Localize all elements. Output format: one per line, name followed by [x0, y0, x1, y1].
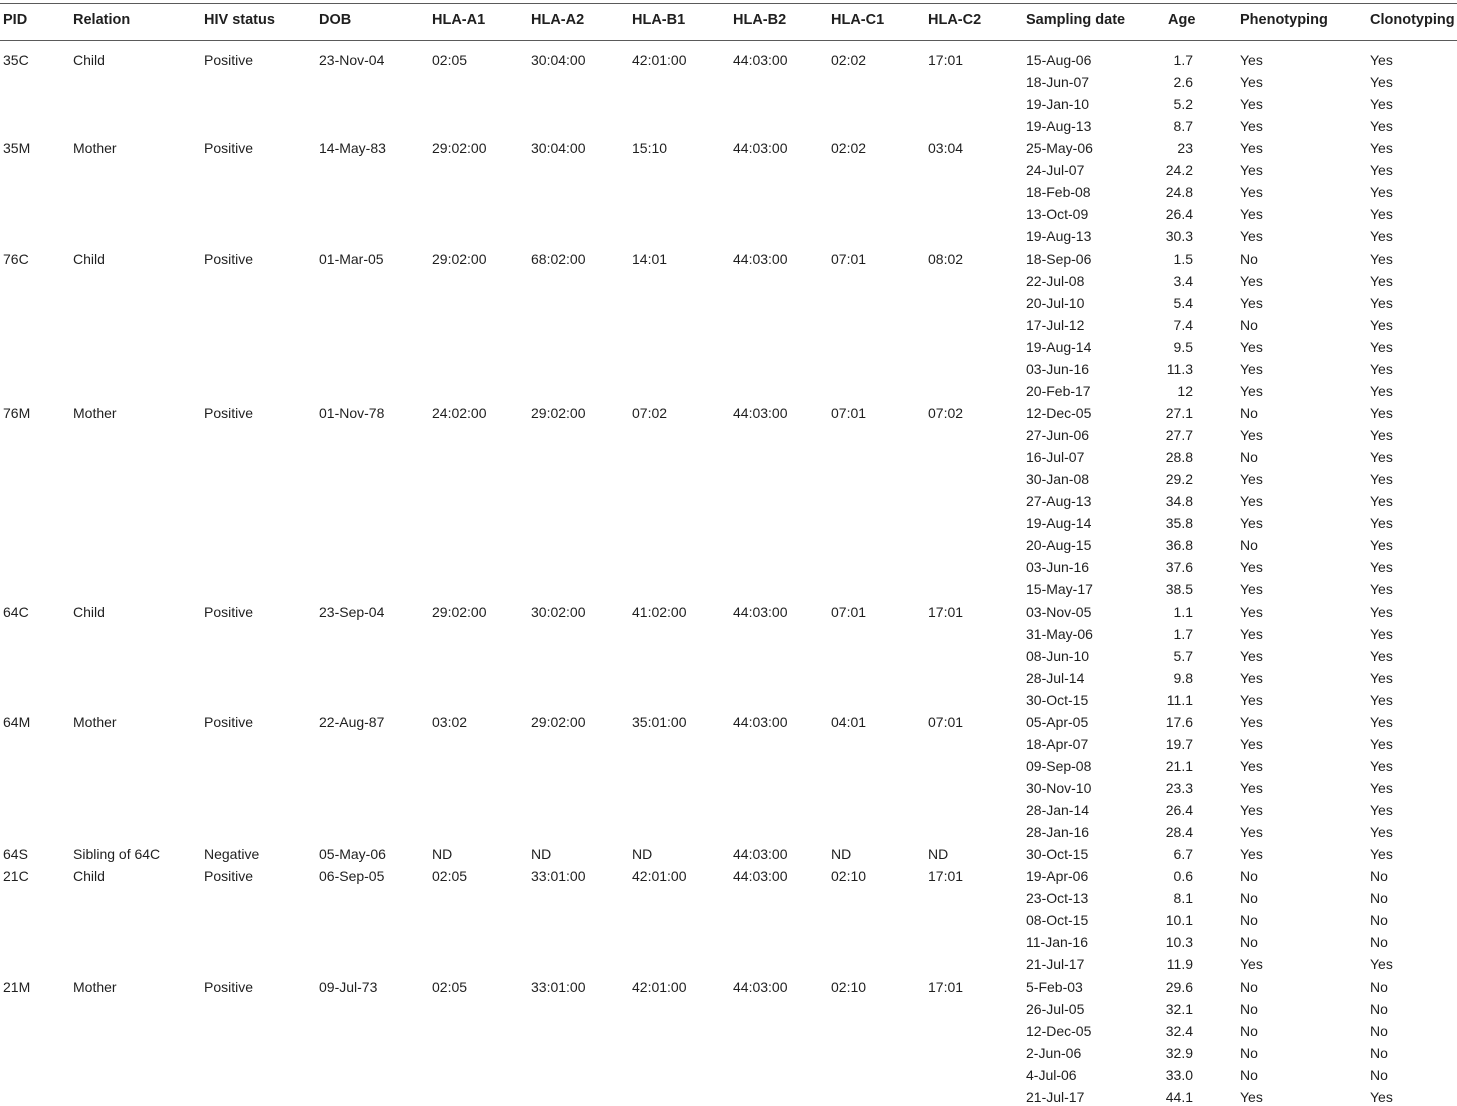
- cell-hla-a2: 30:04:00: [531, 140, 586, 157]
- cell-phenotyping: Yes: [1240, 427, 1263, 444]
- cell-clonotyping: No: [1370, 890, 1388, 907]
- cell-sampling-date: 30-Oct-15: [1026, 846, 1089, 863]
- cell-age: 9.5: [1173, 338, 1193, 355]
- cell-hla-c2: 17:01: [928, 978, 964, 995]
- cell-phenotyping: Yes: [1240, 802, 1263, 819]
- cell-phenotyping: Yes: [1240, 515, 1263, 532]
- cell-clonotyping: No: [1370, 1022, 1388, 1039]
- cell-sampling-date: 15-May-17: [1026, 581, 1093, 598]
- cell-hla-c2: 08:02: [928, 250, 964, 267]
- cell-phenotyping: Yes: [1240, 735, 1263, 752]
- header-hla-b2: HLA-B2: [733, 12, 787, 28]
- cell-clonotyping: Yes: [1370, 846, 1393, 863]
- header-bottom-rule: [0, 40, 1457, 41]
- cell-age: 26.4: [1165, 802, 1193, 819]
- cell-clonotyping: Yes: [1370, 382, 1393, 399]
- cell-hiv-status: Positive: [204, 868, 254, 885]
- cell-sampling-date: 19-Aug-14: [1026, 338, 1092, 355]
- cell-age: 32.1: [1165, 1000, 1193, 1017]
- cell-phenotyping: Yes: [1240, 625, 1263, 642]
- cell-dob: 01-Mar-05: [319, 250, 384, 267]
- cell-age: 33.0: [1165, 1066, 1193, 1083]
- cell-sampling-date: 19-Jan-10: [1026, 96, 1090, 113]
- cell-phenotyping: Yes: [1240, 1088, 1263, 1105]
- cell-age: 26.4: [1165, 206, 1193, 223]
- cell-sampling-date: 19-Aug-14: [1026, 515, 1092, 532]
- cell-phenotyping: No: [1240, 250, 1258, 267]
- cell-hla-b1: 41:02:00: [632, 603, 687, 620]
- cell-clonotyping: Yes: [1370, 294, 1393, 311]
- cell-phenotyping: Yes: [1240, 74, 1263, 91]
- cell-clonotyping: Yes: [1370, 669, 1393, 686]
- cell-phenotyping: Yes: [1240, 272, 1263, 289]
- cell-age: 9.8: [1173, 669, 1193, 686]
- cell-phenotyping: Yes: [1240, 228, 1263, 245]
- cell-phenotyping: No: [1240, 868, 1258, 885]
- cell-hla-c1: 02:10: [831, 868, 867, 885]
- cell-clonotyping: Yes: [1370, 515, 1393, 532]
- cell-clonotyping: Yes: [1370, 713, 1393, 730]
- header-sampling-date: Sampling date: [1026, 12, 1126, 28]
- cell-phenotyping: Yes: [1240, 493, 1263, 510]
- cell-phenotyping: Yes: [1240, 338, 1263, 355]
- cell-sampling-date: 18-Feb-08: [1026, 184, 1091, 201]
- cell-clonotyping: Yes: [1370, 1088, 1393, 1105]
- cell-relation: Child: [73, 868, 105, 885]
- cell-sampling-date: 08-Jun-10: [1026, 647, 1090, 664]
- cell-relation: Mother: [73, 713, 117, 730]
- cell-hla-b2: 44:03:00: [733, 713, 788, 730]
- cell-hla-c1: 02:10: [831, 978, 867, 995]
- cell-clonotyping: Yes: [1370, 559, 1393, 576]
- cell-clonotyping: Yes: [1370, 493, 1393, 510]
- cell-pid: 76M: [3, 404, 31, 421]
- cell-sampling-date: 05-Apr-05: [1026, 713, 1089, 730]
- cell-relation: Child: [73, 250, 105, 267]
- header-hla-a1: HLA-A1: [432, 12, 486, 28]
- header-phenotyping: Phenotyping: [1240, 12, 1328, 28]
- cell-hla-c1: 07:01: [831, 404, 867, 421]
- cell-hla-b2: 44:03:00: [733, 140, 788, 157]
- cell-clonotyping: Yes: [1370, 735, 1393, 752]
- cell-clonotyping: No: [1370, 1000, 1388, 1017]
- cell-age: 11.3: [1166, 360, 1193, 377]
- cell-age: 12: [1177, 382, 1193, 399]
- cell-clonotyping: Yes: [1370, 272, 1393, 289]
- cell-dob: 06-Sep-05: [319, 868, 385, 885]
- cell-hla-c2: 17:01: [928, 603, 964, 620]
- cell-clonotyping: Yes: [1370, 74, 1393, 91]
- cell-phenotyping: Yes: [1240, 779, 1263, 796]
- cell-phenotyping: No: [1240, 1044, 1258, 1061]
- cell-age: 27.1: [1165, 404, 1193, 421]
- cell-sampling-date: 24-Jul-07: [1026, 162, 1085, 179]
- cell-sampling-date: 4-Jul-06: [1026, 1066, 1077, 1083]
- cell-phenotyping: Yes: [1240, 603, 1263, 620]
- cell-phenotyping: No: [1240, 1066, 1258, 1083]
- cell-sampling-date: 21-Jul-17: [1026, 956, 1085, 973]
- cell-age: 19.7: [1165, 735, 1193, 752]
- cell-clonotyping: Yes: [1370, 118, 1393, 135]
- cell-clonotyping: Yes: [1370, 316, 1393, 333]
- header-dob: DOB: [319, 12, 352, 28]
- cell-hla-b1: 42:01:00: [632, 868, 687, 885]
- cell-hla-c1: 02:02: [831, 52, 867, 68]
- cell-hla-c2: 17:01: [928, 868, 964, 885]
- header-hla-b1: HLA-B1: [632, 12, 686, 28]
- cell-age: 27.7: [1165, 427, 1193, 444]
- cell-age: 10.3: [1165, 934, 1193, 951]
- cell-hiv-status: Negative: [204, 846, 260, 863]
- header-hla-c2: HLA-C2: [928, 12, 982, 28]
- cell-hiv-status: Positive: [204, 978, 254, 995]
- cell-pid: 64C: [3, 603, 29, 620]
- cell-age: 1.7: [1173, 52, 1193, 68]
- cell-age: 24.2: [1165, 162, 1193, 179]
- cell-hla-b1: 15:10: [632, 140, 668, 157]
- cell-clonotyping: No: [1370, 978, 1388, 995]
- cell-clonotyping: Yes: [1370, 360, 1393, 377]
- cell-hla-a1: 29:02:00: [432, 603, 487, 620]
- cell-hla-a1: 02:05: [432, 868, 468, 885]
- cell-phenotyping: Yes: [1240, 382, 1263, 399]
- cell-dob: 14-May-83: [319, 140, 386, 157]
- cell-hla-a2: 30:04:00: [531, 52, 586, 68]
- cell-pid: 21C: [3, 868, 29, 885]
- cell-clonotyping: Yes: [1370, 228, 1393, 245]
- cell-sampling-date: 08-Oct-15: [1026, 912, 1089, 929]
- cell-phenotyping: Yes: [1240, 846, 1263, 863]
- cell-phenotyping: Yes: [1240, 713, 1263, 730]
- cell-age: 28.4: [1165, 824, 1193, 841]
- cell-hla-a2: 33:01:00: [531, 978, 586, 995]
- cell-age: 44.1: [1165, 1088, 1193, 1105]
- cell-sampling-date: 30-Jan-08: [1026, 471, 1090, 488]
- cell-phenotyping: No: [1240, 316, 1258, 333]
- cell-age: 29.2: [1165, 471, 1193, 488]
- cell-sampling-date: 17-Jul-12: [1026, 316, 1085, 333]
- cell-phenotyping: Yes: [1240, 757, 1263, 774]
- cell-hla-a2: 68:02:00: [531, 250, 586, 267]
- cell-clonotyping: Yes: [1370, 779, 1393, 796]
- cell-hla-c2: 17:01: [928, 52, 964, 68]
- cell-hla-a1: 03:02: [432, 713, 468, 730]
- cell-hla-b2: 44:03:00: [733, 978, 788, 995]
- cell-sampling-date: 03-Jun-16: [1026, 360, 1090, 377]
- cell-hla-c1: 04:01: [831, 713, 867, 730]
- cell-sampling-date: 12-Dec-05: [1026, 1022, 1092, 1039]
- cell-phenotyping: Yes: [1240, 559, 1263, 576]
- cell-relation: Mother: [73, 404, 117, 421]
- cell-age: 32.9: [1165, 1044, 1193, 1061]
- cell-phenotyping: Yes: [1240, 294, 1263, 311]
- cell-relation: Sibling of 64C: [73, 846, 161, 863]
- cell-sampling-date: 20-Feb-17: [1026, 382, 1091, 399]
- cell-hla-a2: 29:02:00: [531, 713, 586, 730]
- cell-phenotyping: Yes: [1240, 581, 1263, 598]
- cell-hla-b2: 44:03:00: [733, 846, 788, 863]
- cell-phenotyping: Yes: [1240, 184, 1263, 201]
- cell-age: 10.1: [1165, 912, 1193, 929]
- cell-sampling-date: 03-Nov-05: [1026, 603, 1092, 620]
- cell-dob: 01-Nov-78: [319, 404, 385, 421]
- cell-age: 6.7: [1173, 846, 1193, 863]
- cell-age: 23: [1177, 140, 1193, 157]
- cell-hla-c2: ND: [928, 846, 949, 863]
- cell-age: 1.7: [1173, 625, 1193, 642]
- cell-sampling-date: 25-May-06: [1026, 140, 1093, 157]
- cell-sampling-date: 11-Jan-16: [1026, 934, 1089, 951]
- cell-phenotyping: Yes: [1240, 691, 1263, 708]
- cell-phenotyping: Yes: [1240, 206, 1263, 223]
- cell-phenotyping: Yes: [1240, 52, 1263, 68]
- cell-phenotyping: Yes: [1240, 162, 1263, 179]
- cell-sampling-date: 13-Oct-09: [1026, 206, 1089, 223]
- cell-hla-b2: 44:03:00: [733, 868, 788, 885]
- cell-hla-a2: 30:02:00: [531, 603, 586, 620]
- cell-hla-b2: 44:03:00: [733, 404, 788, 421]
- cell-age: 11.1: [1166, 691, 1193, 708]
- cell-phenotyping: Yes: [1240, 118, 1263, 135]
- cell-sampling-date: 28-Jan-14: [1026, 802, 1090, 819]
- cell-sampling-date: 30-Oct-15: [1026, 691, 1089, 708]
- cell-clonotyping: Yes: [1370, 427, 1393, 444]
- cell-hla-a1: 29:02:00: [432, 140, 487, 157]
- cell-sampling-date: 20-Jul-10: [1026, 294, 1085, 311]
- cell-hla-b2: 44:03:00: [733, 52, 788, 68]
- cell-hla-b2: 44:03:00: [733, 603, 788, 620]
- cell-hla-c1: 07:01: [831, 603, 867, 620]
- cell-sampling-date: 31-May-06: [1026, 625, 1093, 642]
- cell-phenotyping: No: [1240, 1022, 1258, 1039]
- cell-sampling-date: 28-Jul-14: [1026, 669, 1085, 686]
- cell-hla-c2: 03:04: [928, 140, 964, 157]
- cell-sampling-date: 16-Jul-07: [1026, 449, 1085, 466]
- cell-pid: 35M: [3, 140, 31, 157]
- cell-phenotyping: No: [1240, 537, 1258, 554]
- cell-clonotyping: No: [1370, 1066, 1388, 1083]
- cell-sampling-date: 5-Feb-03: [1026, 978, 1083, 995]
- cell-clonotyping: Yes: [1370, 647, 1393, 664]
- cell-clonotyping: Yes: [1370, 449, 1393, 466]
- cell-hla-b1: 07:02: [632, 404, 668, 421]
- cell-clonotyping: Yes: [1370, 691, 1393, 708]
- cell-clonotyping: No: [1370, 934, 1388, 951]
- cell-sampling-date: 20-Aug-15: [1026, 537, 1092, 554]
- header-relation: Relation: [73, 12, 131, 28]
- cell-dob: 05-May-06: [319, 846, 386, 863]
- cell-phenotyping: No: [1240, 978, 1258, 995]
- cell-age: 11.9: [1166, 956, 1193, 973]
- cell-age: 36.8: [1165, 537, 1193, 554]
- cell-clonotyping: Yes: [1370, 757, 1393, 774]
- cell-dob: 09-Jul-73: [319, 978, 378, 995]
- cell-hla-b1: 42:01:00: [632, 52, 687, 68]
- cell-hla-c1: 07:01: [831, 250, 867, 267]
- cell-age: 2.6: [1173, 74, 1193, 91]
- cell-pid: 35C: [3, 52, 29, 68]
- cell-sampling-date: 18-Sep-06: [1026, 250, 1092, 267]
- cell-hla-c1: 02:02: [831, 140, 867, 157]
- cell-sampling-date: 22-Jul-08: [1026, 272, 1085, 289]
- cell-hla-b1: 42:01:00: [632, 978, 687, 995]
- cell-age: 1.1: [1173, 603, 1193, 620]
- cell-relation: Mother: [73, 978, 117, 995]
- cell-phenotyping: No: [1240, 890, 1258, 907]
- cell-phenotyping: Yes: [1240, 471, 1263, 488]
- cell-age: 7.4: [1173, 316, 1193, 333]
- cell-hiv-status: Positive: [204, 250, 254, 267]
- cell-age: 17.6: [1165, 713, 1193, 730]
- cell-hla-c2: 07:02: [928, 404, 964, 421]
- cell-hla-b1: ND: [632, 846, 653, 863]
- cell-relation: Mother: [73, 140, 117, 157]
- cell-age: 35.8: [1165, 515, 1193, 532]
- cell-clonotyping: Yes: [1370, 206, 1393, 223]
- cell-pid: 64S: [3, 846, 28, 863]
- header-clonotyping: Clonotyping: [1370, 12, 1455, 28]
- cell-pid: 76C: [3, 250, 29, 267]
- cell-sampling-date: 2-Jun-06: [1026, 1044, 1082, 1061]
- cell-hla-a2: 33:01:00: [531, 868, 586, 885]
- cell-relation: Child: [73, 52, 105, 68]
- cell-sampling-date: 09-Sep-08: [1026, 757, 1092, 774]
- cell-dob: 22-Aug-87: [319, 713, 385, 730]
- cell-age: 34.8: [1165, 493, 1193, 510]
- cell-age: 24.8: [1165, 184, 1193, 201]
- cell-clonotyping: Yes: [1370, 824, 1393, 841]
- cell-sampling-date: 19-Aug-13: [1026, 228, 1092, 245]
- cell-phenotyping: No: [1240, 404, 1258, 421]
- cell-phenotyping: Yes: [1240, 956, 1263, 973]
- cell-age: 5.7: [1173, 647, 1193, 664]
- cell-hla-a1: 24:02:00: [432, 404, 487, 421]
- cell-age: 1.5: [1173, 250, 1193, 267]
- cell-age: 30.3: [1165, 228, 1193, 245]
- cell-clonotyping: No: [1370, 868, 1388, 885]
- cell-clonotyping: Yes: [1370, 52, 1393, 68]
- cell-phenotyping: Yes: [1240, 96, 1263, 113]
- cell-pid: 21M: [3, 978, 31, 995]
- cell-age: 8.1: [1173, 890, 1193, 907]
- cell-sampling-date: 18-Jun-07: [1026, 74, 1090, 91]
- cell-hiv-status: Positive: [204, 52, 254, 68]
- cell-hla-a1: 02:05: [432, 978, 468, 995]
- cell-phenotyping: No: [1240, 1000, 1258, 1017]
- cell-clonotyping: Yes: [1370, 96, 1393, 113]
- cell-clonotyping: Yes: [1370, 956, 1393, 973]
- cell-clonotyping: Yes: [1370, 338, 1393, 355]
- header-hiv-status: HIV status: [204, 12, 275, 28]
- cell-clonotyping: Yes: [1370, 625, 1393, 642]
- header-hla-c1: HLA-C1: [831, 12, 885, 28]
- cell-phenotyping: No: [1240, 912, 1258, 929]
- cell-phenotyping: No: [1240, 449, 1258, 466]
- cell-sampling-date: 15-Aug-06: [1026, 52, 1092, 68]
- cell-sampling-date: 19-Aug-13: [1026, 118, 1092, 135]
- cell-phenotyping: Yes: [1240, 140, 1263, 157]
- cell-clonotyping: Yes: [1370, 537, 1393, 554]
- cell-hiv-status: Positive: [204, 713, 254, 730]
- cell-age: 28.8: [1165, 449, 1193, 466]
- cell-age: 38.5: [1165, 581, 1193, 598]
- cell-hla-a1: ND: [432, 846, 453, 863]
- cell-hla-b2: 44:03:00: [733, 250, 788, 267]
- header-hla-a2: HLA-A2: [531, 12, 585, 28]
- cell-age: 21.1: [1165, 757, 1193, 774]
- cell-hla-a2: ND: [531, 846, 552, 863]
- cell-age: 5.4: [1173, 294, 1193, 311]
- cell-clonotyping: Yes: [1370, 581, 1393, 598]
- cell-clonotyping: Yes: [1370, 404, 1393, 421]
- cell-clonotyping: Yes: [1370, 471, 1393, 488]
- cell-hla-b1: 14:01: [632, 250, 668, 267]
- cell-hla-a1: 02:05: [432, 52, 468, 68]
- cell-clonotyping: Yes: [1370, 802, 1393, 819]
- cell-age: 29.6: [1165, 978, 1193, 995]
- table-top-rule: [0, 3, 1457, 4]
- cell-age: 37.6: [1165, 559, 1193, 576]
- cell-hla-c1: ND: [831, 846, 852, 863]
- cell-sampling-date: 18-Apr-07: [1026, 735, 1089, 752]
- cell-hla-b1: 35:01:00: [632, 713, 687, 730]
- cell-hiv-status: Positive: [204, 404, 254, 421]
- cell-phenotyping: Yes: [1240, 360, 1263, 377]
- cell-age: 23.3: [1165, 779, 1193, 796]
- cell-hla-a2: 29:02:00: [531, 404, 586, 421]
- cell-age: 5.2: [1173, 96, 1193, 113]
- cell-clonotyping: Yes: [1370, 184, 1393, 201]
- cell-sampling-date: 03-Jun-16: [1026, 559, 1090, 576]
- cell-age: 0.6: [1173, 868, 1193, 885]
- cell-age: 8.7: [1173, 118, 1193, 135]
- cell-phenotyping: Yes: [1240, 669, 1263, 686]
- cell-hiv-status: Positive: [204, 603, 254, 620]
- cell-sampling-date: 27-Aug-13: [1026, 493, 1092, 510]
- cell-hiv-status: Positive: [204, 140, 254, 157]
- header-age: Age: [1168, 12, 1196, 28]
- cell-clonotyping: Yes: [1370, 250, 1393, 267]
- cell-phenotyping: Yes: [1240, 824, 1263, 841]
- cell-relation: Child: [73, 603, 105, 620]
- cell-clonotyping: Yes: [1370, 603, 1393, 620]
- cell-clonotyping: No: [1370, 912, 1388, 929]
- cell-clonotyping: No: [1370, 1044, 1388, 1061]
- cell-phenotyping: No: [1240, 934, 1258, 951]
- cell-hla-a1: 29:02:00: [432, 250, 487, 267]
- cell-age: 32.4: [1165, 1022, 1193, 1039]
- cell-dob: 23-Nov-04: [319, 52, 385, 68]
- cell-sampling-date: 19-Apr-06: [1026, 868, 1089, 885]
- cell-phenotyping: Yes: [1240, 647, 1263, 664]
- cell-hla-c2: 07:01: [928, 713, 964, 730]
- cell-dob: 23-Sep-04: [319, 603, 385, 620]
- cell-sampling-date: 28-Jan-16: [1026, 824, 1090, 841]
- header-pid: PID: [3, 12, 28, 28]
- cell-pid: 64M: [3, 713, 31, 730]
- cell-clonotyping: Yes: [1370, 162, 1393, 179]
- cell-sampling-date: 26-Jul-05: [1026, 1000, 1085, 1017]
- cell-sampling-date: 23-Oct-13: [1026, 890, 1089, 907]
- cell-age: 3.4: [1173, 272, 1193, 289]
- cell-sampling-date: 30-Nov-10: [1026, 779, 1092, 796]
- cell-sampling-date: 12-Dec-05: [1026, 404, 1092, 421]
- cell-sampling-date: 27-Jun-06: [1026, 427, 1090, 444]
- cell-sampling-date: 21-Jul-17: [1026, 1088, 1085, 1105]
- cell-clonotyping: Yes: [1370, 140, 1393, 157]
